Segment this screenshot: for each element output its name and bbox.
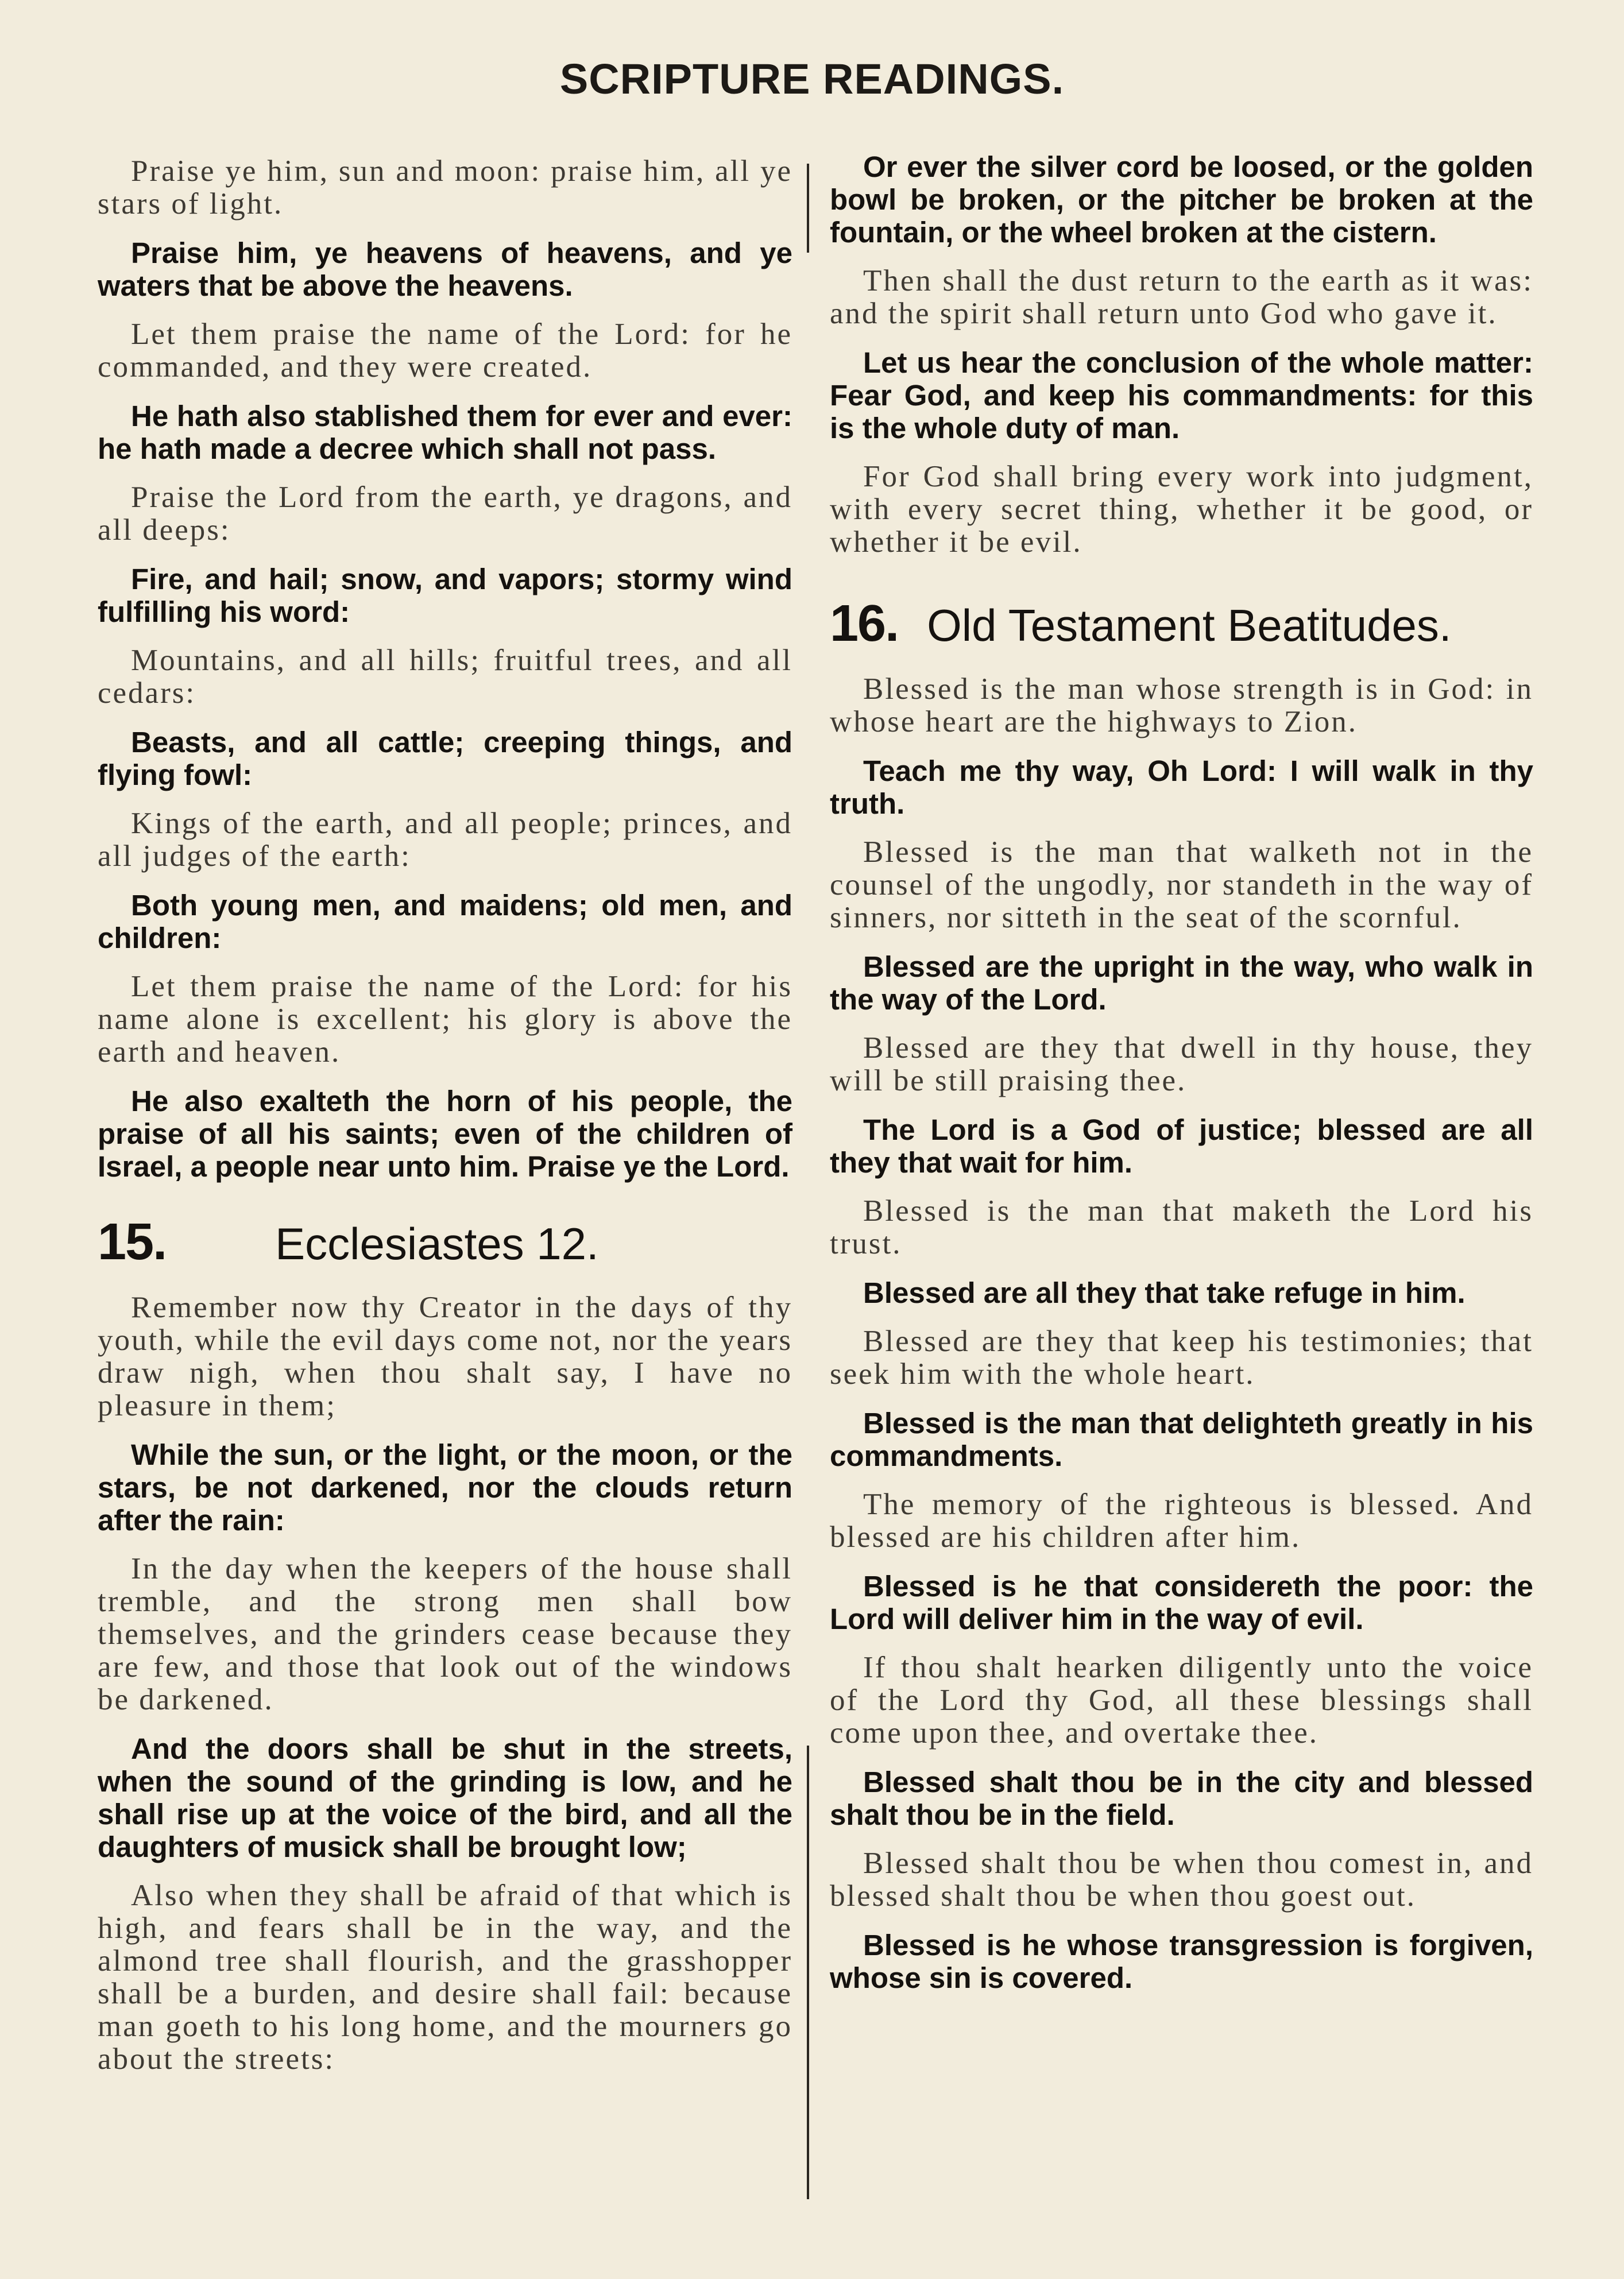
ecclesiastes-continued-verses (830, 150, 1533, 559)
verse: If thou shalt hearken diligently unto the voice of the Lord thy God, all these blessings shall come upon thee, and overtake thee. (830, 1651, 1533, 1750)
verse: Blessed are they that keep his testimonies; that seek him with the whole heart. (830, 1325, 1533, 1391)
column-divider-top (807, 164, 809, 253)
verse: Praise the Lord from the earth, ye dragons, and all deeps: (98, 481, 792, 547)
verse: Or ever the silver cord be loosed, or the golden bowl be broken, or the pitcher be broken at the fountain, or the wheel broken at the cistern. (830, 150, 1533, 249)
verse: He also exalteth the horn of his people, the praise of all his saints; even of the children of Israel, a people near unto him. Praise ye the Lord. (98, 1085, 792, 1183)
verse: Praise ye him, sun and moon: praise him, all ye stars of light. (98, 154, 792, 220)
verse: Beasts, and all cattle; creeping things, and flying fowl: (98, 726, 792, 791)
verse: Praise him, ye heavens of heavens, and ye waters that be above the heavens. (98, 237, 792, 302)
verse: Fire, and hail; snow, and vapors; stormy wind fulfilling his word: (98, 563, 792, 628)
verse: Blessed is he that considereth the poor: the Lord will deliver him in the way of evil. (830, 1570, 1533, 1635)
verse: The Lord is a God of justice; blessed are all they that wait for him. (830, 1113, 1533, 1179)
verse: Blessed are all they that take refuge in him. (863, 1276, 1466, 1309)
verse: The memory of the righteous is blessed. And blessed are his children after him. (830, 1488, 1533, 1554)
verse: Blessed is he whose transgression is forgiven, whose sin is covered. (830, 1929, 1533, 1994)
section-title: Old Testament Beatitudes. (927, 600, 1452, 651)
page-title: SCRIPTURE READINGS. (559, 55, 1065, 103)
verse: Blessed is the man that walketh not in the counsel of the ungodly, nor standeth in the way of sinners, nor sitteth in the seat of the scornful. (830, 835, 1533, 934)
verse: Blessed shalt thou be in the city and blessed shalt thou be in the field. (830, 1766, 1533, 1831)
right-column (830, 150, 1533, 2010)
verse: Blessed shalt thou be when thou comest in, and blessed shalt thou be when thou goest out. (830, 1847, 1533, 1913)
beatitudes-verses (830, 673, 1533, 1994)
verse: Remember now thy Creator in the days of thy youth, while the evil days come not, nor the years draw nigh, when thou shalt say, I have no pleasure in them; (98, 1291, 792, 1422)
section-15-heading (98, 1213, 792, 1272)
left-column (98, 155, 792, 2092)
section-number: 15. (98, 1213, 167, 1271)
verse: Teach me thy way, Oh Lord: I will walk in thy truth. (830, 754, 1533, 820)
verse: Mountains, and all hills; fruitful trees, and all cedars: (98, 644, 792, 710)
verse: Blessed is the man that delighteth greatly in his commandments. (830, 1407, 1533, 1472)
section-number: 16. (830, 595, 899, 652)
verse: And the doors shall be shut in the streets, when the sound of the grinding is low, and he shall rise up at the voice of the bird, and all the daughters of musick shall be brought low; (98, 1732, 792, 1863)
verse: Let them praise the name of the Lord: for he commanded, and they were created. (98, 318, 792, 384)
psalm-148-verses (98, 155, 792, 1183)
ecclesiastes-verses (98, 1291, 792, 2076)
verse: Kings of the earth, and all people; princes, and all judges of the earth: (98, 807, 792, 873)
verse: Blessed is the man whose strength is in God: in whose heart are the highways to Zion. (830, 672, 1533, 738)
verse: Both young men, and maidens; old men, and children: (98, 889, 792, 954)
verse: Also when they shall be afraid of that which is high, and fears shall be in the way, and the almond tree shall flourish, and the grasshopper shall be a burden, and desire shall fail: because man goeth to his long home, and the mourners go about the streets: (98, 1879, 792, 2076)
verse: Blessed is the man that maketh the Lord his trust. (830, 1194, 1533, 1260)
verse: Blessed are the upright in the way, who walk in the way of the Lord. (830, 950, 1533, 1016)
verse: In the day when the keepers of the house shall tremble, and the strong men shall bow themselves, and the grinders cease because they are few, and those that look out of the windows be darkened. (98, 1552, 792, 1716)
section-16-heading (830, 594, 1533, 653)
verse: Then shall the dust return to the earth as it was: and the spirit shall return unto God who gave it. (830, 264, 1533, 330)
verse: He hath also stablished them for ever and ever: he hath made a decree which shall not pass. (98, 400, 792, 465)
verse: While the sun, or the light, or the moon, or the stars, be not darkened, nor the clouds return after the rain: (98, 1438, 792, 1537)
column-divider-bottom (807, 1746, 809, 2199)
verse: Blessed are they that dwell in thy house, they will be still praising thee. (830, 1031, 1533, 1097)
verse: Let us hear the conclusion of the whole matter: Fear God, and keep his commandments: for this is the whole duty of man. (830, 346, 1533, 444)
verse: Let them praise the name of the Lord: for his name alone is excellent; his glory is above the earth and heaven. (98, 970, 792, 1069)
verse: For God shall bring every work into judgment, with every secret thing, whether it be good, or whether it be evil. (830, 460, 1533, 559)
section-title: Ecclesiastes 12. (275, 1218, 599, 1269)
